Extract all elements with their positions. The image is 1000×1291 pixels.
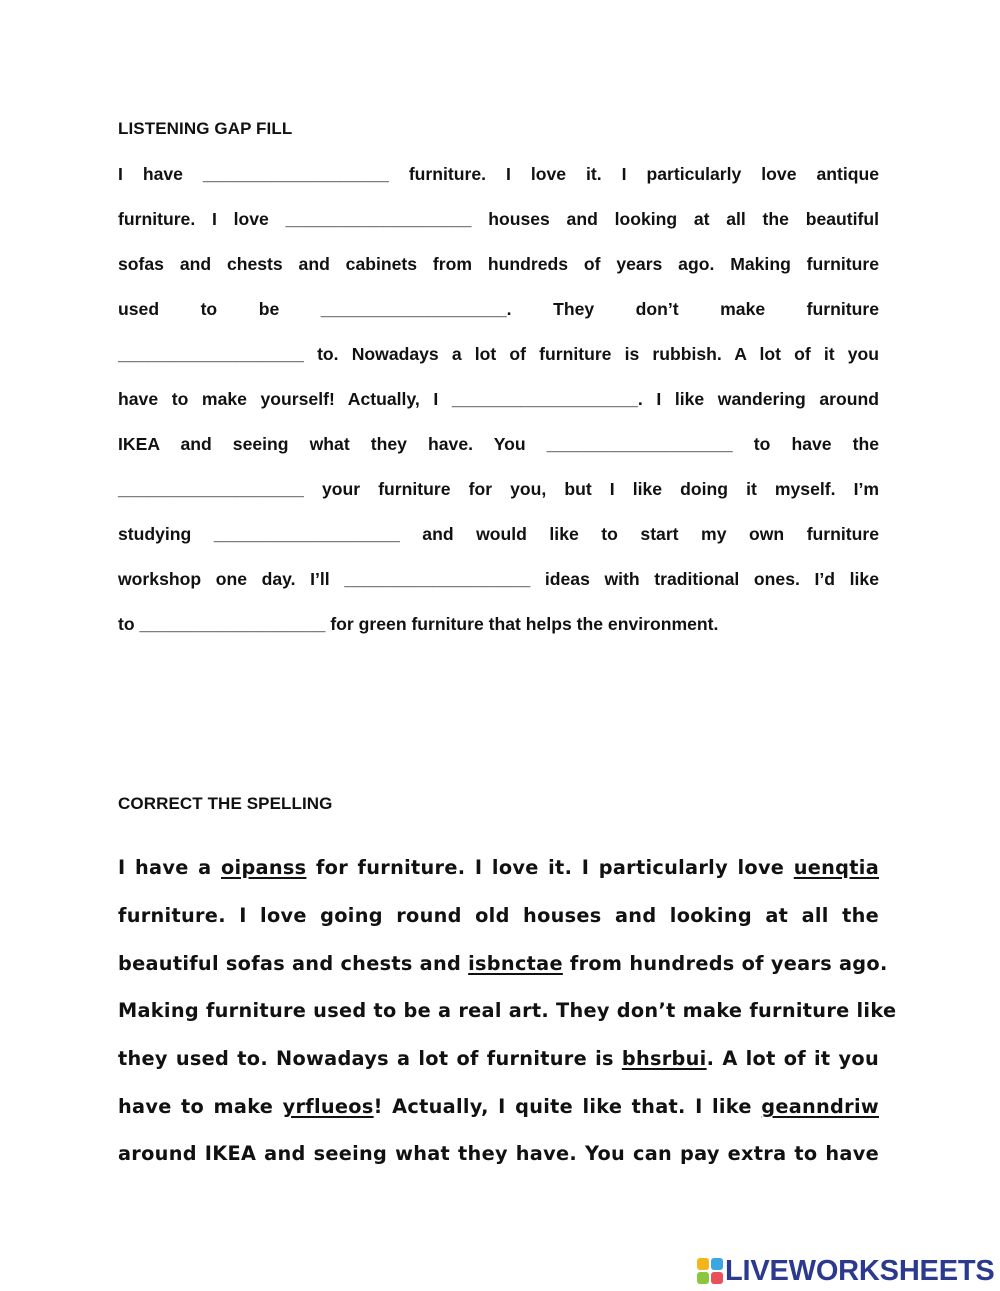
gap-fill-text: have to make yourself! Actually, I [118,389,439,409]
spelling-line [118,902,879,930]
answer-blank[interactable]: ___________________ [202,164,389,184]
liveworksheets-logo [697,1256,995,1286]
logo-tile [711,1258,723,1270]
logo-tile [697,1272,709,1284]
answer-blank[interactable]: ___________________. [320,299,512,319]
gap-fill-text: I love it. I particularly love antique [506,164,879,184]
gap-fill-line [118,342,879,366]
gap-fill-text: I have [118,164,183,184]
answer-blank[interactable]: ___________________ [213,524,400,544]
spelling-text: I have a [118,856,221,879]
gap-fill-text: to [118,614,135,634]
answer-blank[interactable]: ___________________ [546,434,733,454]
spelling-line [118,1140,879,1168]
gap-fill-text: ideas with traditional ones. I’d like [544,569,879,589]
answer-blank[interactable]: ___________________ [118,479,304,499]
gap-fill-text: studying [118,524,192,544]
gap-fill-title: LISTENING GAP FILL [118,119,293,138]
gap-fill-text: your furniture for you, but I like doing it myself. I’m [322,479,880,499]
brand-name: LIVEWORKSHEETS [725,1254,995,1287]
gap-fill-line [118,387,879,411]
spelling-text: for furniture. I love it. I particularly love [306,856,794,879]
gap-fill-text: IKEA and seeing what they have. You [118,434,526,454]
gap-fill-line [118,567,879,591]
gap-fill-line [118,252,879,276]
gap-fill-text: houses and looking at all the beautiful [488,209,879,229]
answer-blank[interactable]: ___________________ [118,344,304,364]
spelling-text: from hundreds of years ago. [562,952,888,975]
gap-fill-text: sofas and chests and cabinets from hundreds of years ago. Making furniture [118,254,879,274]
spelling-title: CORRECT THE SPELLING [118,794,333,813]
gap-fill-text: used to be [118,299,280,319]
gap-fill-text: to have the [753,434,880,454]
spelling-text: Making furniture used to be a real art. They don’t make furniture like [118,999,897,1022]
liveworksheets-icon [697,1258,723,1284]
gap-fill-line [118,612,879,636]
spelling-line [118,854,879,882]
scrambled-word[interactable]: oipanss [220,856,307,879]
gap-fill-text: workshop one day. I’ll [118,569,330,589]
gap-fill-text: furniture. I love [118,209,269,229]
answer-blank[interactable]: ___________________ [344,569,531,589]
scrambled-word[interactable]: geanndriw [761,1095,879,1118]
gap-fill-line [118,522,879,546]
gap-fill-line [118,297,879,321]
spelling-text: have to make [118,1095,283,1118]
logo-tile [711,1272,723,1284]
answer-blank[interactable]: ___________________. [451,389,643,409]
answer-blank[interactable]: ___________________ [285,209,472,229]
spelling-text: furniture. I love going round old houses and looking at all the [118,904,879,927]
scrambled-word[interactable]: isbnctae [468,952,563,975]
spelling-line [118,1045,879,1073]
spelling-line [118,1093,879,1121]
spelling-text: around IKEA and seeing what they have. You can pay extra to have [118,1142,879,1165]
gap-fill-text: and would like to start my own furniture [422,524,880,544]
scrambled-word[interactable]: uenqtia [793,856,880,879]
gap-fill-line [118,477,879,501]
spelling-text: beautiful sofas and chests and [118,952,469,975]
gap-fill-line [118,162,879,186]
gap-fill-text: to. Nowadays a lot of furniture is rubbish. A lot of it you [317,344,879,364]
gap-fill-text: They don’t make furniture [553,299,879,319]
gap-fill-line [118,432,879,456]
spelling-text: ! Actually, I quite like that. I like [373,1095,762,1118]
logo-tile [697,1258,709,1270]
gap-fill-text: I like wandering around [656,389,879,409]
scrambled-word[interactable]: bhsrbui [621,1047,707,1070]
answer-blank[interactable]: ___________________ [139,614,326,634]
spelling-line [118,997,897,1025]
gap-fill-text: furniture. [408,164,487,184]
scrambled-word[interactable]: yrflueos [282,1095,374,1118]
gap-fill-line [118,207,879,231]
gap-fill-text: for green furniture that helps the environment. [330,614,719,634]
spelling-line [118,950,888,978]
spelling-text: they used to. Nowadays a lot of furniture is [118,1047,622,1070]
spelling-text: . A lot of it you [706,1047,879,1070]
